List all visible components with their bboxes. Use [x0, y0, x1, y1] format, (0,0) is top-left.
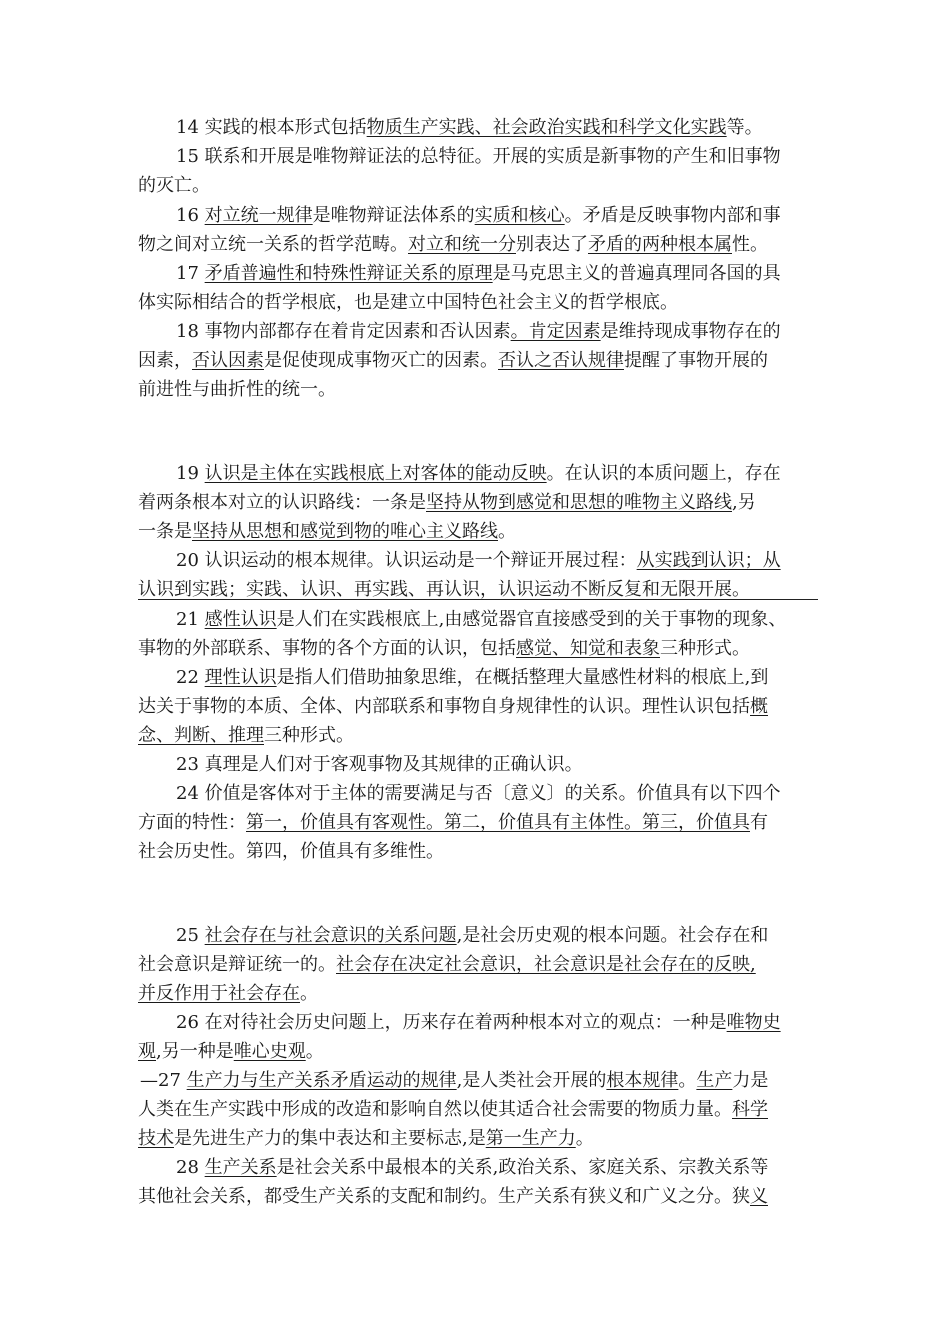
text-run: 。	[305, 1041, 324, 1062]
item-26-line-2	[138, 1040, 828, 1064]
underlined-term: 否认因素	[192, 350, 264, 371]
underlined-term: 社会存在与社会意识的关系问题	[204, 925, 457, 946]
item-24-line-2	[138, 811, 828, 835]
item-19-line-1	[176, 462, 828, 486]
item-15-line-2	[138, 174, 828, 198]
text-run: 18 事物内部都存在着肯定因素和否认因素	[176, 321, 511, 342]
text-run: 认识到实践；实践、认识、再实践、再认识，认识运动不断反复和无限开展。	[138, 579, 750, 600]
item-16-line-2	[138, 233, 828, 257]
text-run: 14 实践的根本形式包括	[176, 117, 367, 138]
underlined-term: 并反作用于社会存在	[138, 983, 300, 1004]
text-run: 28	[176, 1157, 205, 1178]
item-14-line-1	[176, 116, 828, 140]
item-25-line-2	[138, 953, 828, 977]
text-run: 性。	[732, 234, 768, 255]
item-17-line-2	[138, 291, 828, 315]
text-run: 方面的特性：	[138, 812, 246, 833]
item-21-line-1	[176, 608, 828, 632]
item-19-line-3	[138, 520, 828, 544]
item-25-line-1	[176, 924, 828, 948]
underlined-term: 观	[138, 1041, 156, 1062]
text-run: —27	[140, 1070, 187, 1091]
item-22-line-3	[138, 724, 828, 748]
text-run: 21	[176, 609, 205, 630]
underlined-term: 实质和核心	[474, 205, 565, 226]
text-run: ,另一种是	[156, 1041, 234, 1062]
item-23-line-1	[176, 753, 828, 777]
underlined-term: 念、判断、推理	[138, 725, 264, 746]
underlined-term: 生产力与生产关系矛盾运动的规律	[186, 1070, 457, 1091]
text-run: 15 联系和开展是唯物辩证法的总特征。开展的实质是新事物的产生和旧事物	[176, 146, 781, 167]
underlined-term: 科学	[732, 1099, 768, 1120]
text-run: 因素，	[138, 350, 192, 371]
text-run: 达关于事物的本质、全体、内部联系和事物自身规律性的认识。理性认识包括	[138, 696, 750, 717]
underlined-term: 义	[750, 1186, 768, 1207]
text-run: 的灭亡。	[138, 175, 210, 196]
underlined-term: 第一生产力	[485, 1128, 576, 1149]
underlined-term: 物质生产实践、社会政治实践和科学文化实践	[366, 117, 727, 138]
text-run: 别表达了	[516, 234, 588, 255]
item-20-line-1	[176, 549, 828, 573]
item-17-line-1	[176, 262, 828, 286]
text-run: 着两条根本对立的认识路线：一条是	[138, 492, 426, 513]
text-run: 是指人们借助抽象思维，在概括整理大量感性材料的根底上,到	[276, 667, 769, 688]
text-run: 26 在对待社会历史问题上，历来存在着两种根本对立的观点：一种是	[176, 1012, 727, 1033]
underlined-term: 否认之否认规律	[498, 350, 624, 371]
text-run: 是促使现成事物灭亡的因素。	[264, 350, 498, 371]
item-18-line-3	[138, 378, 828, 402]
text-run: 等。	[726, 117, 763, 138]
underlined-term: 生产关系	[204, 1157, 277, 1178]
underlined-term: 唯物史	[726, 1012, 781, 1033]
text-run: 24 价值是客体对于主体的需要满足与否〔意义〕的关系。价值具有以下四个	[176, 783, 781, 804]
underlined-term: 根本规律	[606, 1070, 679, 1091]
item-19-line-2	[138, 491, 828, 515]
text-run: 。	[300, 983, 318, 1004]
item-16-line-1	[176, 204, 828, 228]
item-22-line-2	[138, 695, 828, 719]
text-run: 三种形式。	[660, 638, 750, 659]
item-21-line-2	[138, 637, 828, 661]
underlined-term: 从实践到认识；从	[636, 550, 781, 571]
text-run: ,另	[732, 492, 756, 513]
text-run: 。矛盾是反映事物内部和事	[564, 205, 781, 226]
text-run: 是唯物辩证法体系的	[312, 205, 475, 226]
text-run: 是人们在实践根底上,由感觉器官直接感受到的关于事物的现象、	[276, 609, 787, 630]
underlined-term: 对立统一规律	[204, 205, 313, 226]
item-24-line-1	[176, 782, 828, 806]
text-run: 物之间对立统一关系的哲学范畴。	[138, 234, 408, 255]
item-27-line-3	[138, 1127, 828, 1151]
text-run: 。在认识的本质问题上，存在	[546, 463, 781, 484]
text-run: 25	[176, 925, 205, 946]
item-22-line-1	[176, 666, 828, 690]
text-run: 其他社会关系，都受生产关系的支配和制约。生产关系有狭义和广义之分。狭	[138, 1186, 750, 1207]
underlined-term: 坚持从思想和感觉到物的唯心主义路线	[192, 521, 498, 542]
text-run: 是维持现成事物存在的	[600, 321, 781, 342]
text-run: 事物的外部联系、事物的各个方面的认识，包括	[138, 638, 516, 659]
text-run: 是社会关系中最根本的关系,政治关系、家庭关系、宗教关系等	[276, 1157, 769, 1178]
text-run: 。	[575, 1128, 594, 1149]
text-run: 三种形式。	[264, 725, 354, 746]
item-28-line-1	[176, 1156, 828, 1180]
text-run: 20 认识运动的根本规律。认识运动是一个辩证开展过程：	[176, 550, 637, 571]
underlined-term: 感性认识	[204, 609, 277, 630]
text-run: 22	[176, 667, 205, 688]
text-run: 。	[678, 1070, 697, 1091]
item-15-line-1	[176, 145, 828, 169]
text-run: ,是人类社会开展的	[456, 1070, 607, 1091]
underlined-term: 感觉、知觉和表象	[516, 638, 660, 659]
underlined-term: 。肯定因素	[510, 321, 601, 342]
text-run: 前进性与曲折性的统一。	[138, 379, 336, 400]
text-run: 力是	[732, 1070, 769, 1091]
underlined-term: 对立和统一分	[408, 234, 516, 255]
item-24-line-3	[138, 840, 828, 864]
text-run: 一条是	[138, 521, 192, 542]
underlined-term: 矛盾普遍性和特殊性辩证关系的原理	[204, 263, 493, 284]
text-run: 社会历史性。第四，价值具有多维性。	[138, 841, 444, 862]
text-run: 有	[750, 812, 768, 833]
underlined-term: 第一，价值具有客观性。第二，价值具有主体性。第三，价值具	[246, 812, 750, 833]
text-run: 人类在生产实践中形成的改造和影响自然以使其适合社会需要的物质力量。	[138, 1099, 732, 1120]
underlined-term: 技术	[138, 1128, 174, 1149]
item-18-line-2	[138, 349, 828, 373]
underlined-term: 唯心史观	[233, 1041, 306, 1062]
underlined-term: 坚持从物到感觉和思想的唯物主义路线	[426, 492, 732, 513]
text-run: 提醒了事物开展的	[624, 350, 768, 371]
underlined-term: 理性认识	[204, 667, 277, 688]
text-run: 社会意识是辩证统一的。	[138, 954, 336, 975]
underlined-term: 认识是主体在实践根底上对客体的能动反映	[204, 463, 547, 484]
text-run: 是马克思主义的普遍真理同各国的具	[492, 263, 781, 284]
item-27-line-2	[138, 1098, 828, 1122]
underlined-term: 生产	[696, 1070, 733, 1091]
item-25-line-3	[138, 982, 828, 1006]
text-run: 16	[176, 205, 205, 226]
text-run: 体实际相结合的哲学根底，也是建立中国特色社会主义的哲学根底。	[138, 292, 678, 313]
item-27-line-1	[140, 1069, 830, 1093]
text-run: ,是社会历史观的根本问题。社会存在和	[456, 925, 769, 946]
item-26-line-1	[176, 1011, 828, 1035]
text-run: 19	[176, 463, 205, 484]
item-18-line-1	[176, 320, 828, 344]
horizontal-rule	[138, 599, 818, 600]
text-run: 。	[498, 521, 516, 542]
underlined-term: 社会存在决定社会意识，社会意识是社会存在的反映,	[336, 954, 756, 975]
underlined-term: 矛盾的两种根本属	[588, 234, 732, 255]
item-28-line-2	[138, 1185, 828, 1209]
underlined-term: 概	[750, 696, 768, 717]
text-run: 23 真理是人们对于客观事物及其规律的正确认识。	[176, 754, 583, 775]
text-run: 是先进生产力的集中表达和主要标志,是	[174, 1128, 486, 1149]
text-run: 17	[176, 263, 205, 284]
